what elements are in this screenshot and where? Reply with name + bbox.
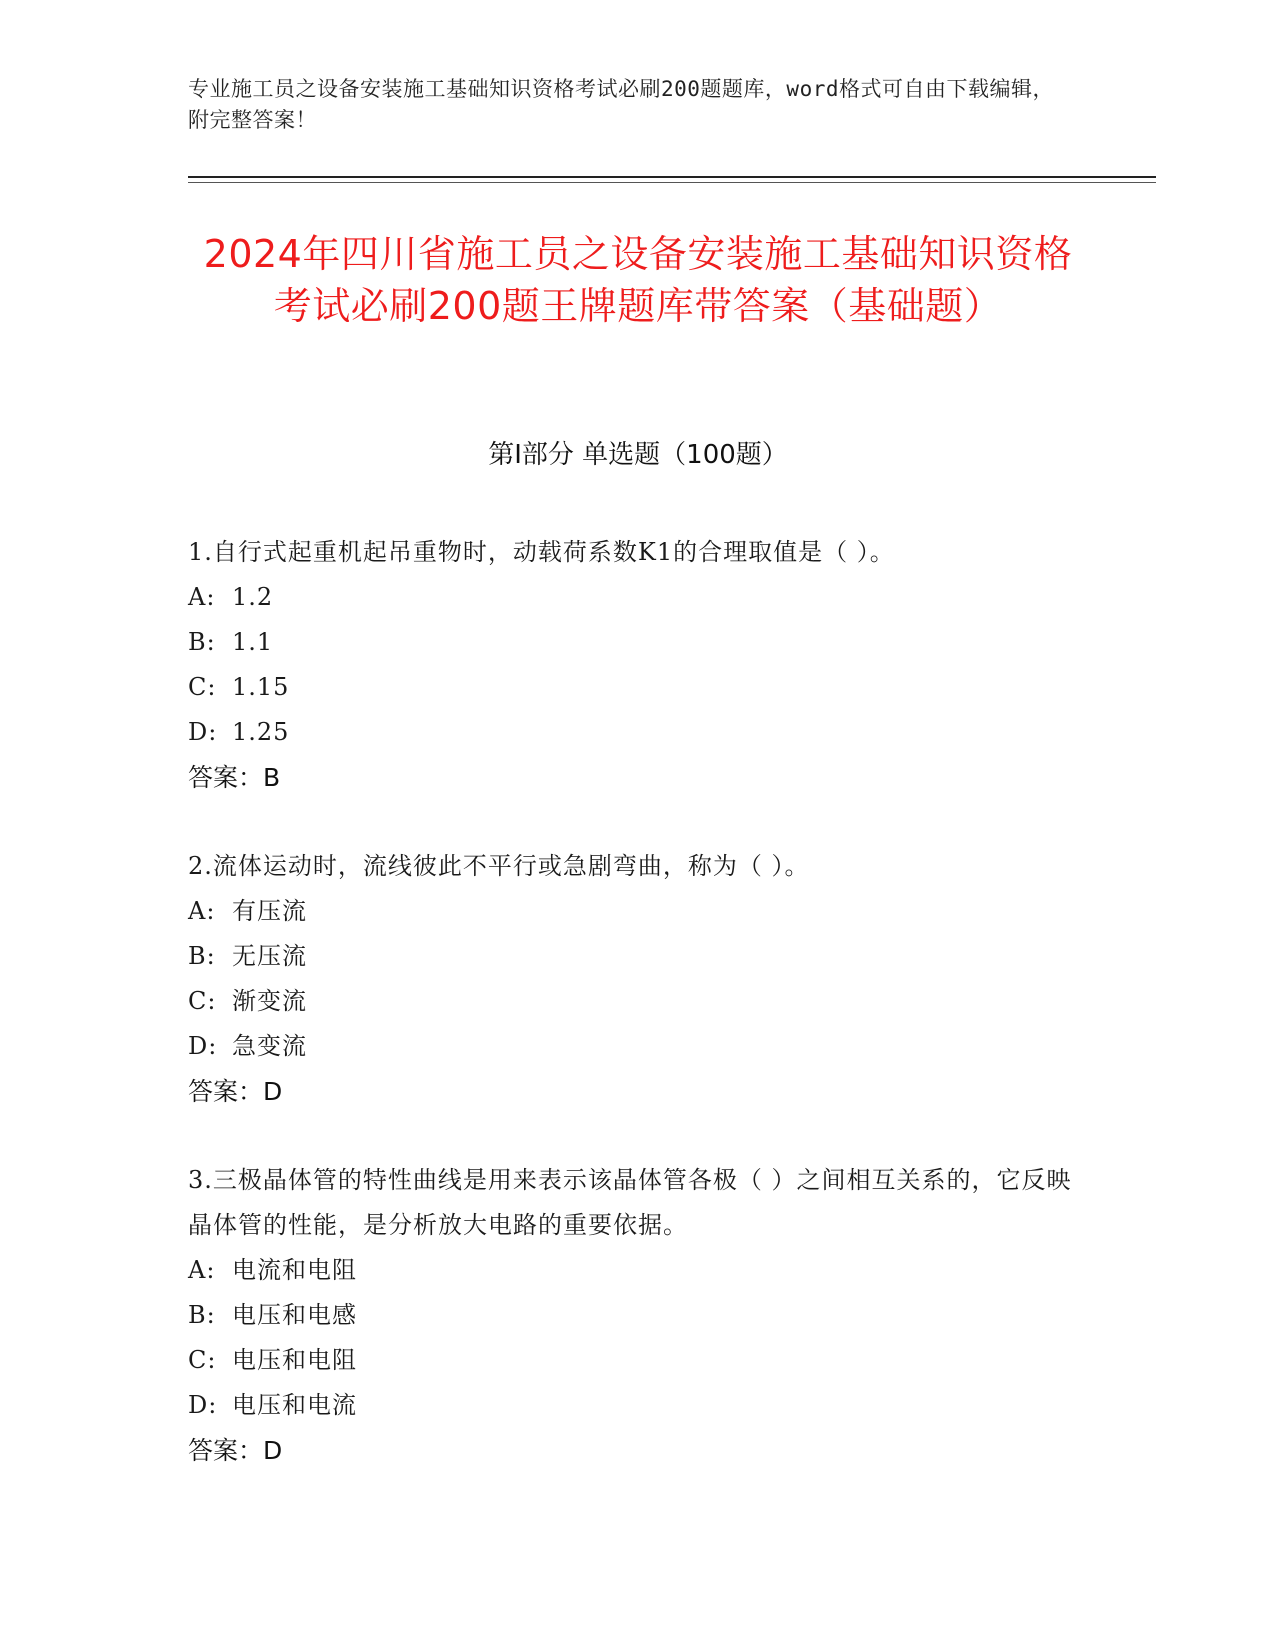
option-text: 急变流 — [232, 1032, 307, 1060]
question-item — [188, 844, 1088, 1114]
question-stem: 1.自行式起重机起吊重物时，动载荷系数K1的合理取值是（ ）。 — [188, 538, 895, 566]
option-d — [188, 1383, 1088, 1428]
option-key: B: — [188, 942, 216, 970]
question-item — [188, 1158, 1088, 1473]
option-a — [188, 575, 1088, 620]
option-b — [188, 934, 1088, 979]
option-text: 电压和电感 — [232, 1301, 357, 1329]
option-key: A: — [188, 1256, 216, 1284]
option-text: 电压和电流 — [232, 1391, 357, 1419]
answer-line: 答案：D — [188, 1077, 283, 1106]
option-c — [188, 1338, 1088, 1383]
option-text: 1.25 — [232, 718, 290, 746]
option-key: C: — [188, 673, 217, 701]
option-key: D: — [188, 718, 218, 746]
answer-line: 答案：B — [188, 763, 281, 792]
question-stem: 3.三极晶体管的特性曲线是用来表示该晶体管各极（ ）之间相互关系的，它反映晶体管的性能，是分析放大电路的重要依据。 — [188, 1166, 1072, 1239]
option-text: 有压流 — [232, 897, 307, 925]
option-a — [188, 1248, 1088, 1293]
option-key: B: — [188, 1301, 216, 1329]
option-text: 1.2 — [232, 583, 274, 611]
question-list — [188, 530, 1088, 1517]
question-item — [188, 530, 1088, 800]
option-key: D: — [188, 1391, 218, 1419]
header-note: 专业施工员之设备安装施工基础知识资格考试必刷200题题库，word格式可自由下载编辑，附完整答案！ — [188, 77, 1054, 132]
option-text: 无压流 — [232, 942, 307, 970]
option-text: 1.15 — [232, 673, 290, 701]
question-stem: 2.流体运动时，流线彼此不平行或急剧弯曲，称为（ ）。 — [188, 852, 810, 880]
answer-line: 答案：D — [188, 1436, 283, 1465]
option-text: 1.1 — [232, 628, 274, 656]
option-b — [188, 1293, 1088, 1338]
option-key: A: — [188, 897, 216, 925]
header-divider-thin — [188, 182, 1156, 183]
header-divider-thick — [188, 176, 1156, 178]
option-c — [188, 665, 1088, 710]
option-text: 渐变流 — [232, 987, 307, 1015]
option-key: C: — [188, 1346, 217, 1374]
option-text: 电流和电阻 — [232, 1256, 357, 1284]
option-d — [188, 710, 1088, 755]
option-c — [188, 979, 1088, 1024]
option-text: 电压和电阻 — [232, 1346, 357, 1374]
option-key: A: — [188, 583, 216, 611]
option-key: B: — [188, 628, 216, 656]
document-title: 2024年四川省施工员之设备安装施工基础知识资格考试必刷200题王牌题库带答案（基础题） — [203, 232, 1073, 328]
option-d — [188, 1024, 1088, 1069]
option-b — [188, 620, 1088, 665]
option-a — [188, 889, 1088, 934]
option-key: C: — [188, 987, 217, 1015]
option-key: D: — [188, 1032, 218, 1060]
section-title: 第Ⅰ部分 单选题（100题） — [488, 440, 788, 470]
